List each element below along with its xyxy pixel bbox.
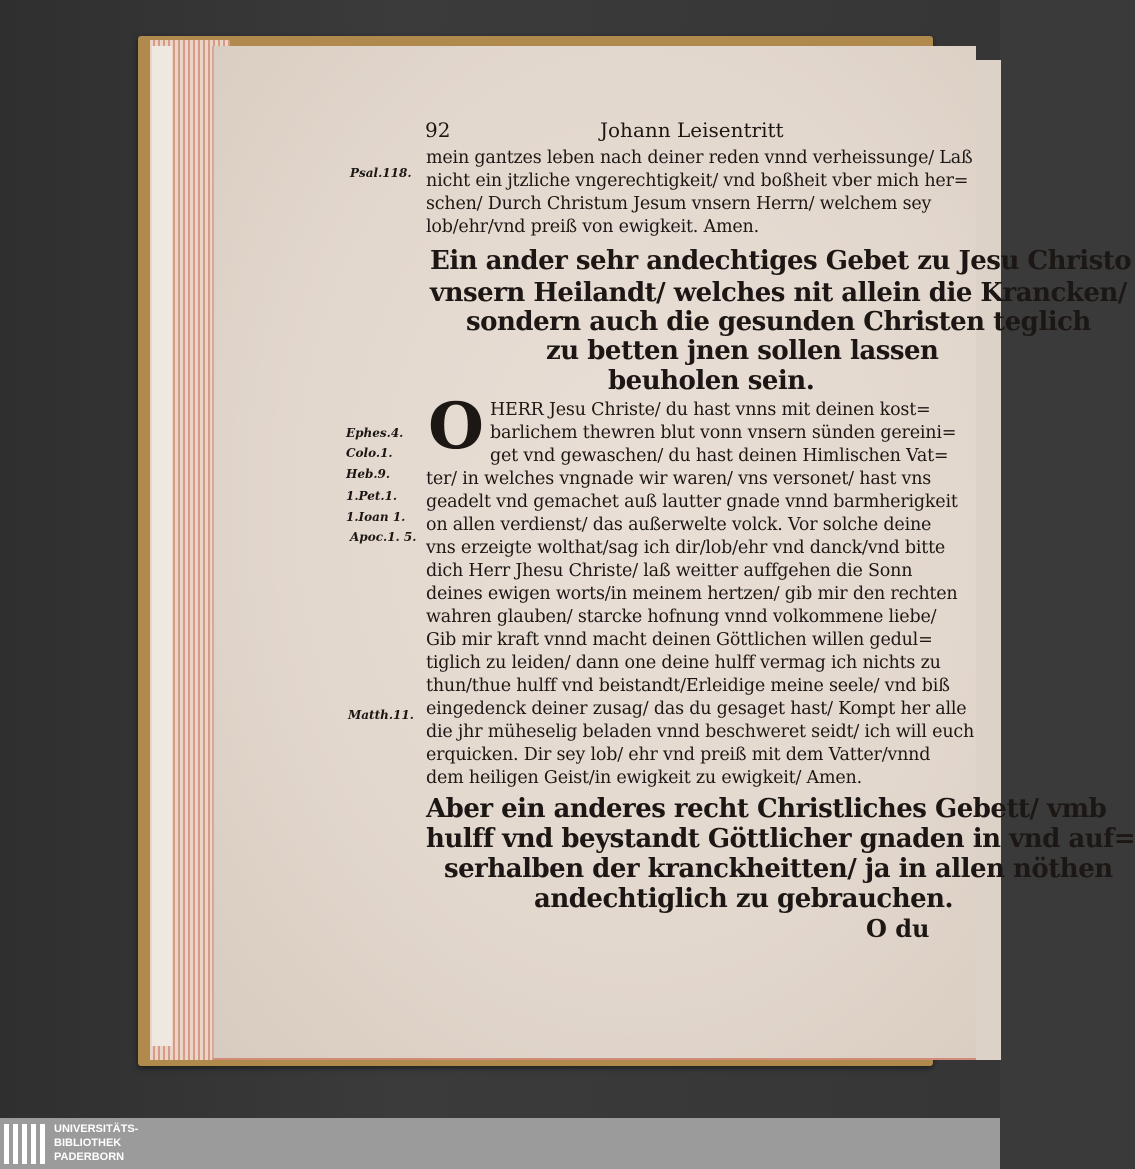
running-head: Johann Leisentritt [600, 118, 784, 142]
text-line: wahren glauben/ starcke hofnung vnnd volkommene liebe/ [426, 607, 937, 627]
logo-line: UNIVERSITÄTS- [54, 1123, 139, 1135]
next-page-edge [972, 60, 1001, 1060]
section-heading: serhalben der kranckheitten/ ja in allen nöthen [444, 854, 1113, 884]
text-line: Gib mir kraft vnnd macht deinen Göttlichen willen gedul= [426, 630, 933, 650]
text-line: eingedenck deiner zusag/ das du gesaget hast/ Kompt her alle [426, 699, 967, 719]
section-heading: zu betten jnen sollen lassen [546, 336, 939, 366]
text-line: vns erzeigte wolthat/sag ich dir/lob/ehr vnd danck/vnd bitte [426, 538, 946, 558]
text-line: on allen verdienst/ das außerwelte volck. Vor solche deine [426, 515, 932, 535]
section-heading: andechtiglich zu gebrauchen. [534, 884, 954, 914]
section-heading: vnsern Heilandt/ welches nit allein die Krancken/ [430, 278, 1127, 308]
library-logo-icon [4, 1124, 48, 1164]
text-line: schen/ Durch Christum Jesum vnsern Herrn/ welchem sey [426, 194, 932, 214]
section-heading: sondern auch die gesunden Christen teglich [466, 307, 1091, 337]
margin-note: Matth.11. [348, 708, 414, 722]
text-line: erquicken. Dir sey lob/ ehr vnd preiß mit dem Vatter/vnnd [426, 745, 931, 765]
text-line: lob/ehr/vnd preiß von ewigkeit. Amen. [426, 217, 759, 237]
library-logo-text [54, 1122, 138, 1164]
section-heading: Aber ein anderes recht Christliches Gebett/ vmb [426, 794, 1107, 824]
margin-note: Ephes.4. [346, 426, 404, 440]
logo-line: BIBLIOTHEK [54, 1137, 122, 1149]
section-heading: beuholen sein. [608, 366, 815, 396]
text-line: HERR Jesu Christe/ du hast vnns mit deinen kost= [490, 400, 931, 420]
text-line: get vnd gewaschen/ du hast deinen Himlischen Vat= [490, 446, 949, 466]
margin-note: Heb.9. [346, 467, 391, 481]
text-line: barlichem thewren blut vonn vnsern sünden gereini= [490, 423, 957, 443]
page-number: 92 [425, 118, 451, 142]
text-line: tiglich zu leiden/ dann one deine hulff vermag ich nichts zu [426, 653, 941, 673]
drop-cap: O [428, 389, 484, 464]
margin-note: 1.Pet.1. [346, 489, 398, 503]
section-heading: hulff vnd beystandt Göttlicher gnaden in vnd auf= [426, 824, 1135, 854]
text-line: dich Herr Jhesu Christe/ laß weitter auffgehen die Sonn [426, 561, 913, 581]
text-line: thun/thue hulff vnd beistandt/Erleidige meine seele/ vnd biß [426, 676, 950, 696]
page-edge-white [152, 46, 172, 1046]
text-line: mein gantzes leben nach deiner reden vnnd verheissunge/ Laß [426, 148, 973, 168]
margin-note: Psal.118. [350, 166, 412, 180]
margin-note: Colo.1. [346, 446, 393, 460]
logo-line: PADERBORN [54, 1151, 125, 1163]
catchword: O du [866, 914, 930, 943]
text-line: die jhr müheselig beladen vnnd beschweret seidt/ ich will euch [426, 722, 975, 742]
library-footer [0, 1118, 1000, 1169]
text-line: dem heiligen Geist/in ewigkeit zu ewigkeit/ Amen. [426, 768, 862, 788]
margin-note: 1.Ioan 1. [346, 510, 406, 524]
margin-note: Apoc.1. 5. [350, 530, 417, 544]
text-line: nicht ein jtzliche vngerechtigkeit/ vnd boßheit vber mich her= [426, 171, 969, 191]
section-heading: Ein ander sehr andechtiges Gebet zu Jesu Christo [430, 246, 1132, 276]
text-line: ter/ in welches vngnade wir waren/ vns versonet/ hast vns [426, 469, 932, 489]
text-line: geadelt vnd gemachet auß lautter gnade vnnd barmherigkeit [426, 492, 958, 512]
text-line: deines ewigen worts/in meinem hertzen/ gib mir den rechten [426, 584, 958, 604]
